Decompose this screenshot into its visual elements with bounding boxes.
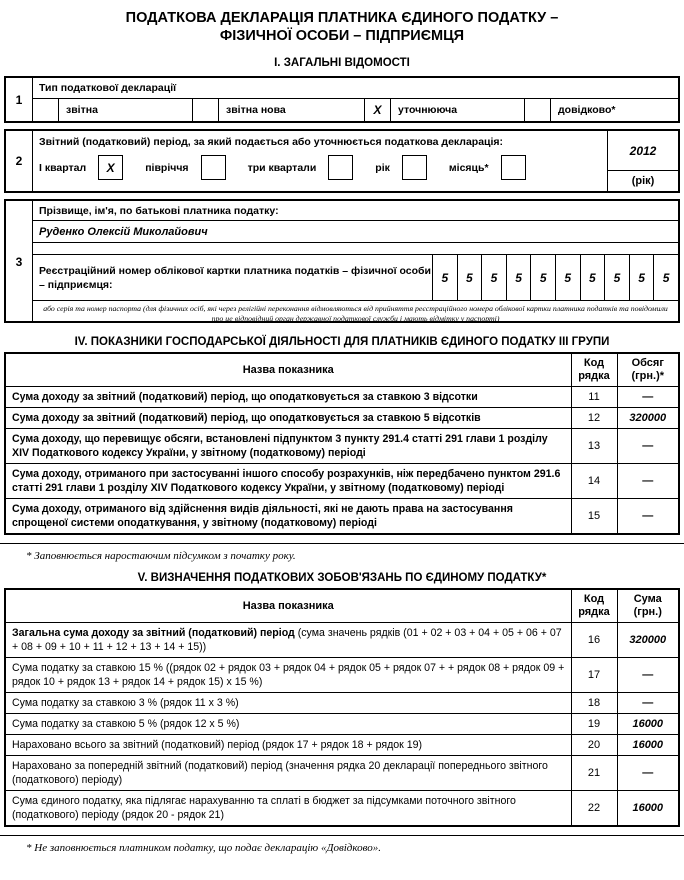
indicator-name [5, 387, 571, 408]
row-code: 21 [571, 756, 617, 791]
registration-digit-cell[interactable]: 5 [581, 255, 606, 300]
separator-line [0, 835, 684, 836]
reporting-period-label: Звітний (податковий) період, за який подається або уточнюється податкова декларація: [39, 136, 504, 148]
section5-row [5, 714, 679, 735]
separator-line [0, 543, 684, 544]
taxpayer-name-value[interactable]: Руденко Олексій Миколайович [33, 221, 678, 243]
row-code: 18 [571, 693, 617, 714]
registration-digit-cell[interactable]: 5 [482, 255, 507, 300]
section5-row [5, 693, 679, 714]
row-code: 17 [571, 658, 617, 693]
indicator-name-bold: Сума доходу за звітний (податковий) період, що оподатковується за ставкою 5 відсотків [12, 412, 481, 424]
section5-col-code: Код рядка [571, 589, 617, 623]
section4-col-code: Код рядка [571, 353, 617, 387]
declaration-type-option-label: довідково* [558, 104, 616, 116]
registration-number-label: Реєстраційний номер облікової картки платника податків – фізичної особи – підприємця: [33, 255, 433, 300]
declaration-type-option-label: уточнююча [391, 99, 525, 121]
row-value[interactable]: 320000 [617, 623, 679, 658]
period-option-label: три квартали [247, 161, 317, 174]
declaration-type-row [4, 76, 680, 123]
section5-col-name: Назва показника [5, 589, 571, 623]
section4-row [5, 499, 679, 535]
indicator-name [5, 464, 571, 499]
declaration-type-label: Тип податкової декларації [33, 78, 678, 99]
indicator-name [5, 714, 571, 735]
registration-digit-cell[interactable]: 5 [662, 270, 670, 285]
section1-heading: І. ЗАГАЛЬНІ ВІДОМОСТІ [274, 57, 410, 69]
indicator-name [5, 658, 571, 693]
section4-col-name: Назва показника [5, 353, 571, 387]
period-option [39, 155, 145, 180]
row-value[interactable]: — [617, 756, 679, 791]
reporting-period-options [39, 155, 601, 180]
document-title-line1: ПОДАТКОВА ДЕКЛАРАЦІЯ ПЛАТНИКА ЄДИНОГО ПОДАТКУ – [125, 10, 559, 26]
row-code: 12 [571, 408, 617, 429]
declaration-type-checkbox-3[interactable]: X [365, 99, 391, 121]
indicator-name-rest: Нараховано всього за звітний (податковий) період (рядок 17 + рядок 18 + рядок 19) [12, 739, 423, 751]
period-checkbox-5[interactable] [501, 155, 526, 180]
indicator-name-bold: Сума доходу, що перевищує обсяги, встановлені підпунктом 3 пункту 291.4 статті 291 глави 1 розділу XIV Податкового кодексу України, у звітному (податковому) періоді [12, 433, 548, 459]
row2-number: 2 [6, 131, 33, 191]
indicator-name [5, 735, 571, 756]
section4-row [5, 464, 679, 499]
row-value[interactable]: — [617, 499, 679, 535]
section5-row [5, 623, 679, 658]
row-code: 11 [571, 387, 617, 408]
section5-row [5, 658, 679, 693]
row-code: 22 [571, 791, 617, 827]
indicator-name-rest: Сума податку за ставкою 3 % (рядок 11 х 3 %) [12, 697, 239, 709]
section4-row [5, 408, 679, 429]
period-checkbox-1[interactable]: X [98, 155, 123, 180]
period-checkbox-3[interactable] [328, 155, 353, 180]
section5-footnote: * Не заповнюється платником податку, що подає декларацію «Довідково». [26, 842, 381, 854]
row-value[interactable]: 16000 [617, 735, 679, 756]
reporting-period-row [4, 129, 680, 193]
indicator-name-bold: Загальна сума доходу за звітний (податковий) період [12, 627, 295, 639]
row-value[interactable]: — [617, 658, 679, 693]
section4-footnote: * Заповнюється наростаючим підсумком з початку року. [26, 550, 296, 562]
period-option [248, 155, 376, 180]
registration-digit-cell[interactable]: 5 [605, 255, 630, 300]
indicator-name [5, 408, 571, 429]
indicator-name-bold: Сума доходу за звітний (податковий) період, що оподатковується за ставкою 3 відсотки [12, 391, 478, 403]
section5-heading: V. ВИЗНАЧЕННЯ ПОДАТКОВИХ ЗОБОВ'ЯЗАНЬ ПО ЄДИНОМУ ПОДАТКУ* [137, 572, 547, 584]
declaration-type-option-label: звітна нова [219, 99, 365, 121]
row-value[interactable]: 16000 [617, 791, 679, 827]
indicator-name-rest: Сума податку за ставкою 5 % (рядок 12 х 5 %) [12, 718, 240, 730]
section4-row [5, 429, 679, 464]
section4-table [4, 352, 680, 535]
indicator-name-rest: Сума єдиного податку, яка підлягає нарахуванню та сплаті в бюджет за підсумками поточного звітного (податкового) періоду (рядок 20 - рядок 21) [12, 795, 516, 821]
section5-table [4, 588, 680, 827]
period-option-label: І квартал [39, 161, 87, 174]
row-value[interactable]: — [617, 693, 679, 714]
indicator-name-bold: Сума доходу, отриманого при застосуванні іншого способу розрахунків, ніж передбачено пунктом 291.6 статті 291 глави 1 розділу XIV Податкового кодексу України, у звітному (податковому) періоді [12, 468, 561, 494]
registration-digit-cell[interactable]: 5 [556, 255, 581, 300]
row-value[interactable]: — [617, 387, 679, 408]
indicator-name-bold: Сума доходу, отриманого від здійснення видів діяльності, які не дають права на застосування спрощеної системи оподаткування, у звітному (податковому) періоді [12, 503, 513, 529]
period-option-label: рік [375, 161, 390, 174]
declaration-type-option-label: звітна [59, 99, 193, 121]
period-option [375, 155, 449, 180]
year-value[interactable]: 2012 [629, 143, 657, 158]
section4-row [5, 387, 679, 408]
row-code: 20 [571, 735, 617, 756]
section4-col-value: Обсяг (грн.)* [617, 353, 679, 387]
document-title [4, 0, 680, 45]
registration-digit-cell[interactable]: 5 [507, 255, 532, 300]
row-value[interactable]: — [617, 464, 679, 499]
declaration-type-checkbox-1[interactable] [33, 99, 59, 121]
registration-digit-cell[interactable]: 5 [531, 255, 556, 300]
year-column [607, 131, 678, 191]
taxpayer-info-row [4, 199, 680, 323]
section5-col-value: Сума (грн.) [617, 589, 679, 623]
registration-digit-cell[interactable]: 5 [630, 255, 655, 300]
declaration-type-options [33, 99, 678, 121]
row-code: 16 [571, 623, 617, 658]
row-code: 15 [571, 499, 617, 535]
section4-heading: IV. ПОКАЗНИКИ ГОСПОДАРСЬКОЇ ДІЯЛЬНОСТІ ДЛЯ ПЛАТНИКІВ ЄДИНОГО ПОДАТКУ III ГРУПИ [74, 336, 610, 348]
declaration-type-checkbox-4[interactable] [525, 99, 551, 121]
document-title-line2: ФІЗИЧНОЇ ОСОБИ – ПІДПРИЄМЦЯ [219, 28, 465, 44]
row1-number: 1 [6, 78, 33, 121]
period-checkbox-2[interactable] [201, 155, 226, 180]
period-option-label: півріччя [145, 161, 189, 174]
year-caption: (рік) [608, 170, 678, 191]
registration-digit-cell[interactable]: 5 [458, 255, 483, 300]
indicator-name [5, 429, 571, 464]
row-value[interactable]: 320000 [617, 408, 679, 429]
section5-row [5, 756, 679, 791]
passport-footnote: або серія та номер паспорта (для фізичних осіб, які через релігійні переконання відмовляються від прийняття реєстраційного номера облікової картки платника податків та повідомили про це відповідний орган державної податкової служби і мають відмітку у паспорті) [43, 304, 668, 323]
section5-row [5, 791, 679, 827]
row-code: 19 [571, 714, 617, 735]
empty-row [33, 243, 678, 255]
period-option-label: місяць* [448, 161, 489, 174]
indicator-name-rest: (сума значень рядків (01 + 02 + 03 + 04 + 05 + 06 + 07 + 08 + 09 + 10 + 11 + 12 + 13 + 14 + 15)) [12, 627, 562, 653]
indicator-name [5, 756, 571, 791]
taxpayer-name-label: Прізвище, ім'я, по батькові платника податку: [33, 201, 678, 221]
registration-digit-cell[interactable]: 5 [433, 255, 458, 300]
row-code: 13 [571, 429, 617, 464]
period-checkbox-4[interactable] [402, 155, 427, 180]
period-option [449, 155, 526, 180]
indicator-name [5, 623, 571, 658]
declaration-type-checkbox-2[interactable] [193, 99, 219, 121]
row-code: 14 [571, 464, 617, 499]
indicator-name-rest: Нараховано за попередній звітний (податковий) період (значення рядка 20 декларації попереднього звітного (податкового) періоду) [12, 760, 548, 786]
indicator-name [5, 499, 571, 535]
indicator-name [5, 791, 571, 827]
section5-row [5, 735, 679, 756]
registration-number-digits [433, 255, 678, 300]
row-value[interactable]: — [617, 429, 679, 464]
row3-number: 3 [6, 201, 33, 323]
indicator-name [5, 693, 571, 714]
period-option [145, 155, 247, 180]
indicator-name-rest: Сума податку за ставкою 15 % ((рядок 02 + рядок 03 + рядок 04 + рядок 05 + рядок 07 + + рядок 08 + рядок 09 + рядок 10 + рядок 13 + рядок 14 + рядок 15) х 15 %) [12, 662, 565, 688]
row-value[interactable]: 16000 [617, 714, 679, 735]
